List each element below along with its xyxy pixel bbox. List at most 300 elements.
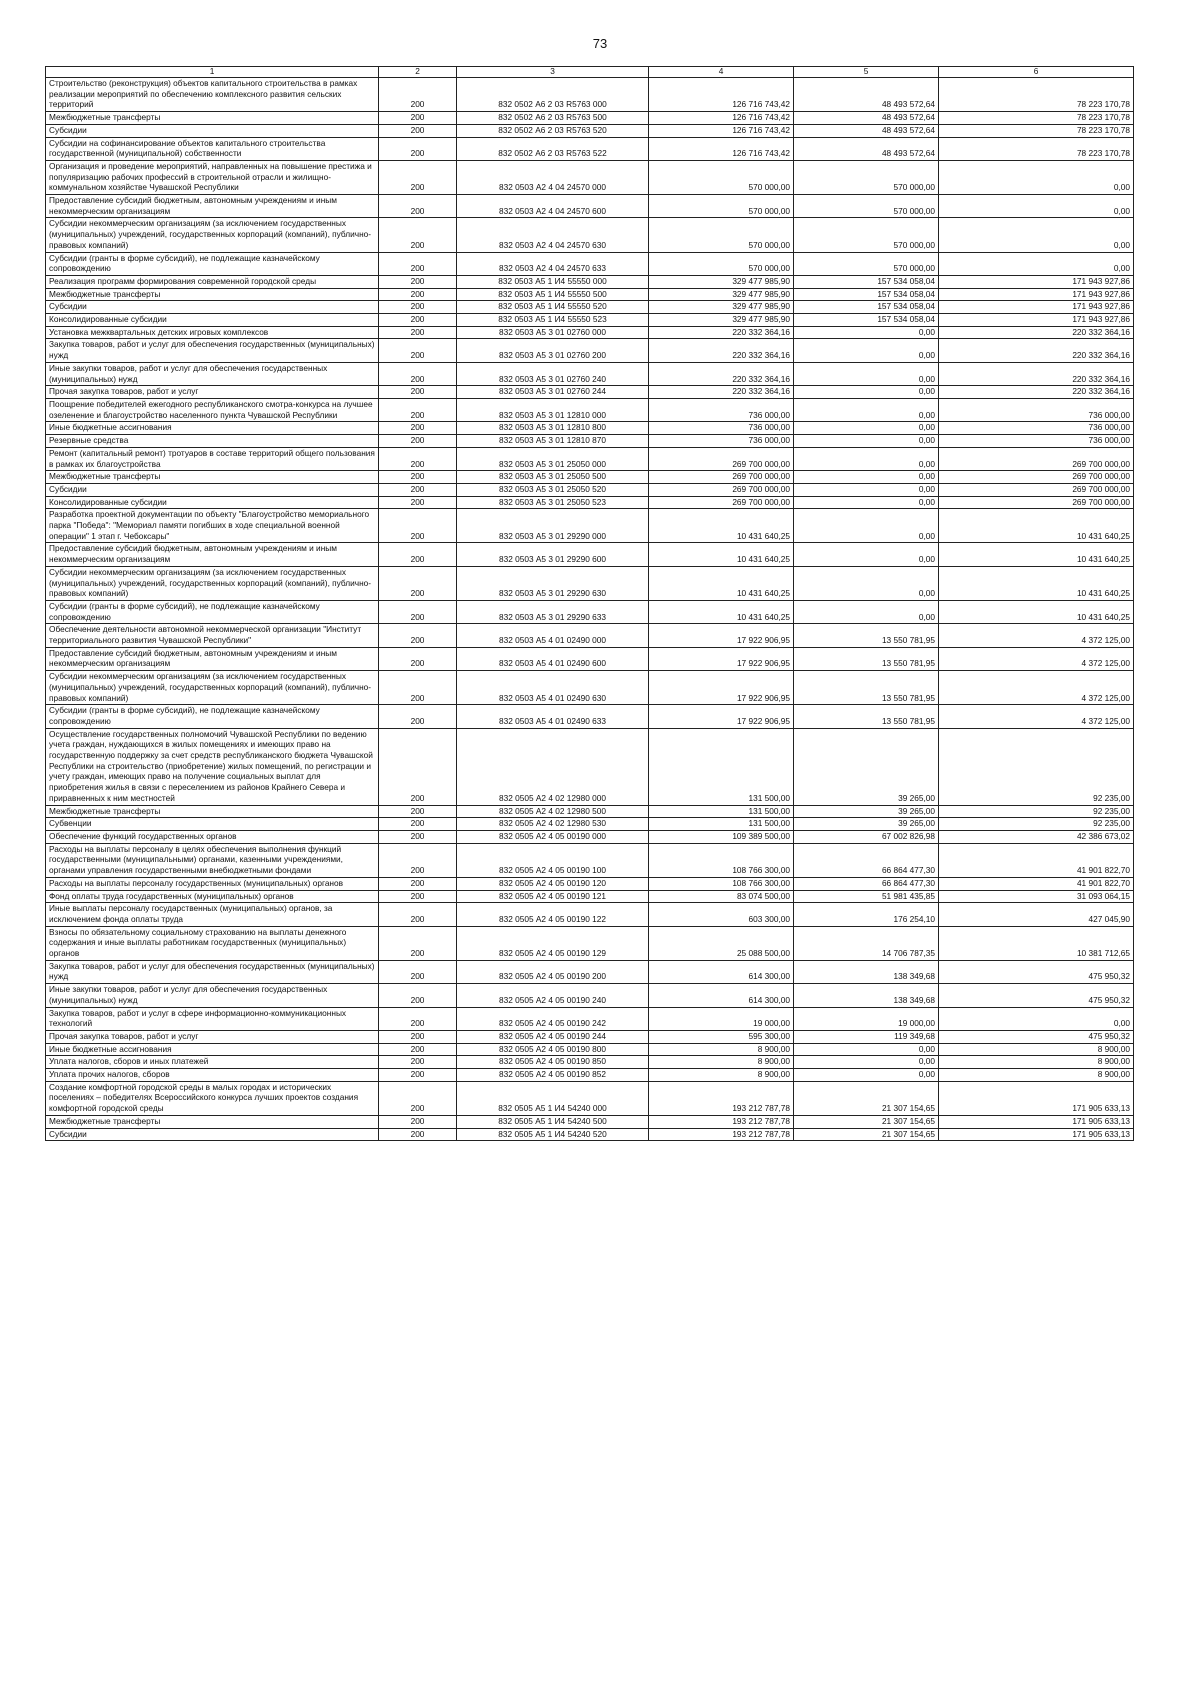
amount-col6-cell: 171 905 633,13 xyxy=(939,1128,1134,1141)
amount-col6-cell: 269 700 000,00 xyxy=(939,496,1134,509)
expense-item-name: Субсидии xyxy=(46,124,379,137)
amount-col4-cell: 131 500,00 xyxy=(649,805,794,818)
amount-col6-cell: 736 000,00 xyxy=(939,435,1134,448)
expense-item-name: Иные бюджетные ассигнования xyxy=(46,1043,379,1056)
table-row xyxy=(46,386,1134,399)
table-row xyxy=(46,671,1134,705)
amount-col4-cell: 109 389 500,00 xyxy=(649,831,794,844)
amount-col6-cell: 10 431 640,25 xyxy=(939,600,1134,623)
code-cell: 200 xyxy=(379,496,457,509)
code-cell: 200 xyxy=(379,600,457,623)
amount-col6-cell: 171 943 927,86 xyxy=(939,275,1134,288)
expense-item-name: Субсидии xyxy=(46,483,379,496)
amount-col4-cell: 126 716 743,42 xyxy=(649,124,794,137)
amount-col4-cell: 17 922 906,95 xyxy=(649,647,794,670)
amount-col4-cell: 17 922 906,95 xyxy=(649,671,794,705)
amount-col6-cell: 427 045,90 xyxy=(939,903,1134,926)
code-cell: 200 xyxy=(379,195,457,218)
column-header: 4 xyxy=(649,67,794,78)
classification-code-cell: 832 0503 А5 3 01 12810 000 xyxy=(457,398,649,421)
expense-item-name: Иные бюджетные ассигнования xyxy=(46,422,379,435)
expense-item-name: Осуществление государственных полномочий Чувашской Республики по ведению учета граждан, нуждающихся в жилых помещениях и имеющих право на государственную поддержку за счет средств республиканского бюджета Чувашской Республики на строительство (приобретение) жилых помещений, по регистрации и учету граждан, имеющих право на получение социальных выплат для приобретения жилья в связи с переселением из районов Крайнего Севера и приравненных к ним местностей xyxy=(46,728,379,805)
table-row xyxy=(46,1007,1134,1030)
amount-col5-cell: 138 349,68 xyxy=(794,960,939,983)
code-cell: 200 xyxy=(379,877,457,890)
expense-item-name: Межбюджетные трансферты xyxy=(46,805,379,818)
table-row xyxy=(46,339,1134,362)
amount-col5-cell: 0,00 xyxy=(794,326,939,339)
classification-code-cell: 832 0503 А5 3 01 02760 240 xyxy=(457,362,649,385)
classification-code-cell: 832 0505 А5 1 И4 54240 000 xyxy=(457,1081,649,1115)
classification-code-cell: 832 0505 А2 4 05 00190 000 xyxy=(457,831,649,844)
amount-col6-cell: 10 431 640,25 xyxy=(939,509,1134,543)
code-cell: 200 xyxy=(379,1007,457,1030)
amount-col6-cell: 8 900,00 xyxy=(939,1043,1134,1056)
classification-code-cell: 832 0503 А2 4 04 24570 630 xyxy=(457,218,649,252)
code-cell: 200 xyxy=(379,543,457,566)
expense-item-name: Реализация программ формирования современной городской среды xyxy=(46,275,379,288)
amount-col6-cell: 78 223 170,78 xyxy=(939,78,1134,112)
amount-col5-cell: 0,00 xyxy=(794,386,939,399)
table-row xyxy=(46,422,1134,435)
expense-item-name: Расходы на выплаты персоналу в целях обеспечения выполнения функций государственными (муниципальными) органами, казенными учреждениями, органами управления государственными внебюджетными фондами xyxy=(46,843,379,877)
amount-col4-cell: 269 700 000,00 xyxy=(649,471,794,484)
amount-col4-cell: 329 477 985,90 xyxy=(649,301,794,314)
table-header xyxy=(46,67,1134,78)
amount-col4-cell: 8 900,00 xyxy=(649,1069,794,1082)
amount-col5-cell: 119 349,68 xyxy=(794,1030,939,1043)
classification-code-cell: 832 0503 А5 3 01 25050 520 xyxy=(457,483,649,496)
table-row xyxy=(46,398,1134,421)
amount-col6-cell: 0,00 xyxy=(939,160,1134,194)
classification-code-cell: 832 0503 А5 3 01 29290 630 xyxy=(457,566,649,600)
classification-code-cell: 832 0505 А2 4 05 00190 240 xyxy=(457,984,649,1007)
expense-item-name: Ремонт (капитальный ремонт) тротуаров в составе территорий общего пользования в рамках их благоустройства xyxy=(46,447,379,470)
table-row xyxy=(46,275,1134,288)
page-number: 73 xyxy=(592,36,608,51)
code-cell: 200 xyxy=(379,1030,457,1043)
classification-code-cell: 832 0503 А5 3 01 29290 633 xyxy=(457,600,649,623)
amount-col4-cell: 329 477 985,90 xyxy=(649,288,794,301)
classification-code-cell: 832 0503 А2 4 04 24570 000 xyxy=(457,160,649,194)
code-cell: 200 xyxy=(379,447,457,470)
amount-col4-cell: 220 332 364,16 xyxy=(649,386,794,399)
classification-code-cell: 832 0503 А5 3 01 02760 000 xyxy=(457,326,649,339)
table-row xyxy=(46,566,1134,600)
amount-col4-cell: 269 700 000,00 xyxy=(649,447,794,470)
amount-col4-cell: 220 332 364,16 xyxy=(649,339,794,362)
classification-code-cell: 832 0503 А5 3 01 25050 523 xyxy=(457,496,649,509)
table-row xyxy=(46,78,1134,112)
expense-item-name: Предоставление субсидий бюджетным, автономным учреждениям и иным некоммерческим организациям xyxy=(46,543,379,566)
amount-col6-cell: 269 700 000,00 xyxy=(939,483,1134,496)
amount-col4-cell: 614 300,00 xyxy=(649,984,794,1007)
amount-col5-cell: 0,00 xyxy=(794,1043,939,1056)
amount-col6-cell: 4 372 125,00 xyxy=(939,624,1134,647)
amount-col6-cell: 220 332 364,16 xyxy=(939,362,1134,385)
table-row xyxy=(46,160,1134,194)
classification-code-cell: 832 0503 А5 3 01 29290 000 xyxy=(457,509,649,543)
classification-code-cell: 832 0502 А6 2 03 R5763 000 xyxy=(457,78,649,112)
amount-col4-cell: 126 716 743,42 xyxy=(649,137,794,160)
amount-col4-cell: 614 300,00 xyxy=(649,960,794,983)
expense-item-name: Межбюджетные трансферты xyxy=(46,471,379,484)
expense-item-name: Предоставление субсидий бюджетным, автономным учреждениям и иным некоммерческим организациям xyxy=(46,195,379,218)
code-cell: 200 xyxy=(379,624,457,647)
code-cell: 200 xyxy=(379,903,457,926)
amount-col5-cell: 0,00 xyxy=(794,509,939,543)
amount-col5-cell: 157 534 058,04 xyxy=(794,314,939,327)
code-cell: 200 xyxy=(379,398,457,421)
amount-col5-cell: 39 265,00 xyxy=(794,728,939,805)
amount-col5-cell: 0,00 xyxy=(794,471,939,484)
table-row xyxy=(46,843,1134,877)
classification-code-cell: 832 0505 А2 4 02 12980 000 xyxy=(457,728,649,805)
classification-code-cell: 832 0503 А5 1 И4 55550 523 xyxy=(457,314,649,327)
code-cell: 200 xyxy=(379,112,457,125)
amount-col4-cell: 570 000,00 xyxy=(649,195,794,218)
classification-code-cell: 832 0505 А2 4 05 00190 129 xyxy=(457,926,649,960)
amount-col6-cell: 171 943 927,86 xyxy=(939,314,1134,327)
code-cell: 200 xyxy=(379,984,457,1007)
amount-col4-cell: 131 500,00 xyxy=(649,728,794,805)
code-cell: 200 xyxy=(379,728,457,805)
classification-code-cell: 832 0505 А2 4 05 00190 200 xyxy=(457,960,649,983)
amount-col6-cell: 10 431 640,25 xyxy=(939,543,1134,566)
expense-item-name: Уплата налогов, сборов и иных платежей xyxy=(46,1056,379,1069)
classification-code-cell: 832 0505 А2 4 05 00190 244 xyxy=(457,1030,649,1043)
code-cell: 200 xyxy=(379,1043,457,1056)
expense-item-name: Установка межквартальных детских игровых комплексов xyxy=(46,326,379,339)
amount-col5-cell: 13 550 781,95 xyxy=(794,624,939,647)
amount-col5-cell: 0,00 xyxy=(794,543,939,566)
amount-col4-cell: 570 000,00 xyxy=(649,160,794,194)
table-row xyxy=(46,705,1134,728)
amount-col4-cell: 220 332 364,16 xyxy=(649,362,794,385)
amount-col6-cell: 8 900,00 xyxy=(939,1056,1134,1069)
amount-col5-cell: 39 265,00 xyxy=(794,805,939,818)
code-cell: 200 xyxy=(379,301,457,314)
table-row xyxy=(46,818,1134,831)
classification-code-cell: 832 0505 А5 1 И4 54240 500 xyxy=(457,1115,649,1128)
amount-col5-cell: 21 307 154,65 xyxy=(794,1081,939,1115)
table-row xyxy=(46,496,1134,509)
classification-code-cell: 832 0502 А6 2 03 R5763 500 xyxy=(457,112,649,125)
amount-col5-cell: 0,00 xyxy=(794,483,939,496)
amount-col6-cell: 0,00 xyxy=(939,195,1134,218)
expense-item-name: Обеспечение деятельности автономной некоммерческой организации "Институт территориального развития Чувашской Республики" xyxy=(46,624,379,647)
column-header: 6 xyxy=(939,67,1134,78)
amount-col6-cell: 31 093 064,15 xyxy=(939,890,1134,903)
expense-item-name: Иные выплаты персоналу государственных (муниципальных) органов, за исключением фонда оплаты труда xyxy=(46,903,379,926)
expense-item-name: Закупка товаров, работ и услуг для обеспечения государственных (муниципальных) нужд xyxy=(46,960,379,983)
amount-col6-cell: 42 386 673,02 xyxy=(939,831,1134,844)
code-cell: 200 xyxy=(379,818,457,831)
code-cell: 200 xyxy=(379,288,457,301)
code-cell: 200 xyxy=(379,435,457,448)
amount-col6-cell: 10 381 712,65 xyxy=(939,926,1134,960)
amount-col5-cell: 13 550 781,95 xyxy=(794,647,939,670)
amount-col5-cell: 157 534 058,04 xyxy=(794,288,939,301)
classification-code-cell: 832 0505 А2 4 02 12980 530 xyxy=(457,818,649,831)
amount-col5-cell: 21 307 154,65 xyxy=(794,1115,939,1128)
expense-item-name: Закупка товаров, работ и услуг в сфере информационно-коммуникационных технологий xyxy=(46,1007,379,1030)
budget-table xyxy=(45,66,1134,1141)
code-cell: 200 xyxy=(379,137,457,160)
table-row xyxy=(46,543,1134,566)
table-row xyxy=(46,805,1134,818)
amount-col5-cell: 19 000,00 xyxy=(794,1007,939,1030)
amount-col4-cell: 570 000,00 xyxy=(649,252,794,275)
expense-item-name: Прочая закупка товаров, работ и услуг xyxy=(46,386,379,399)
amount-col5-cell: 570 000,00 xyxy=(794,195,939,218)
table-row xyxy=(46,624,1134,647)
amount-col4-cell: 19 000,00 xyxy=(649,1007,794,1030)
classification-code-cell: 832 0503 А5 3 01 29290 600 xyxy=(457,543,649,566)
amount-col5-cell: 14 706 787,35 xyxy=(794,926,939,960)
amount-col6-cell: 475 950,32 xyxy=(939,1030,1134,1043)
code-cell: 200 xyxy=(379,471,457,484)
classification-code-cell: 832 0503 А5 3 01 25050 500 xyxy=(457,471,649,484)
expense-item-name: Обеспечение функций государственных органов xyxy=(46,831,379,844)
amount-col5-cell: 51 981 435,85 xyxy=(794,890,939,903)
amount-col5-cell: 570 000,00 xyxy=(794,252,939,275)
amount-col4-cell: 108 766 300,00 xyxy=(649,877,794,890)
expense-item-name: Прочая закупка товаров, работ и услуг xyxy=(46,1030,379,1043)
amount-col6-cell: 92 235,00 xyxy=(939,805,1134,818)
expense-item-name: Строительство (реконструкция) объектов капитального строительства в рамках реализации мероприятий по обеспечению комплексного развития сельских территорий xyxy=(46,78,379,112)
code-cell: 200 xyxy=(379,566,457,600)
amount-col5-cell: 48 493 572,64 xyxy=(794,137,939,160)
code-cell: 200 xyxy=(379,671,457,705)
amount-col6-cell: 269 700 000,00 xyxy=(939,447,1134,470)
classification-code-cell: 832 0503 А2 4 04 24570 600 xyxy=(457,195,649,218)
column-header: 3 xyxy=(457,67,649,78)
table-row xyxy=(46,1030,1134,1043)
table-row xyxy=(46,1043,1134,1056)
table-row xyxy=(46,984,1134,1007)
amount-col5-cell: 176 254,10 xyxy=(794,903,939,926)
code-cell: 200 xyxy=(379,218,457,252)
classification-code-cell: 832 0503 А5 3 01 02760 200 xyxy=(457,339,649,362)
code-cell: 200 xyxy=(379,647,457,670)
expense-item-name: Взносы по обязательному социальному страхованию на выплаты денежного содержания и иные выплаты работникам государственных (муниципальных) органов xyxy=(46,926,379,960)
amount-col5-cell: 0,00 xyxy=(794,496,939,509)
classification-code-cell: 832 0503 А5 4 01 02490 600 xyxy=(457,647,649,670)
amount-col4-cell: 220 332 364,16 xyxy=(649,326,794,339)
classification-code-cell: 832 0505 А2 4 05 00190 850 xyxy=(457,1056,649,1069)
table-row xyxy=(46,471,1134,484)
amount-col6-cell: 0,00 xyxy=(939,252,1134,275)
table-row xyxy=(46,960,1134,983)
expense-item-name: Предоставление субсидий бюджетным, автономным учреждениям и иным некоммерческим организациям xyxy=(46,647,379,670)
code-cell: 200 xyxy=(379,926,457,960)
amount-col4-cell: 193 212 787,78 xyxy=(649,1128,794,1141)
code-cell: 200 xyxy=(379,1081,457,1115)
amount-col5-cell: 67 002 826,98 xyxy=(794,831,939,844)
classification-code-cell: 832 0503 А5 3 01 12810 870 xyxy=(457,435,649,448)
expense-item-name: Консолидированные субсидии xyxy=(46,314,379,327)
amount-col6-cell: 92 235,00 xyxy=(939,818,1134,831)
table-row xyxy=(46,600,1134,623)
expense-item-name: Субсидии на софинансирование объектов капитального строительства государственной (муниципальной) собственности xyxy=(46,137,379,160)
amount-col5-cell: 48 493 572,64 xyxy=(794,124,939,137)
expense-item-name: Субвенции xyxy=(46,818,379,831)
amount-col5-cell: 48 493 572,64 xyxy=(794,78,939,112)
amount-col5-cell: 13 550 781,95 xyxy=(794,671,939,705)
code-cell: 200 xyxy=(379,160,457,194)
expense-item-name: Субсидии xyxy=(46,301,379,314)
expense-item-name: Субсидии некоммерческим организациям (за исключением государственных (муниципальных) учреждений, государственных корпораций (компаний), публично-правовых компаний) xyxy=(46,218,379,252)
amount-col4-cell: 736 000,00 xyxy=(649,435,794,448)
expense-item-name: Закупка товаров, работ и услуг для обеспечения государственных (муниципальных) нужд xyxy=(46,339,379,362)
amount-col5-cell: 138 349,68 xyxy=(794,984,939,1007)
table-row xyxy=(46,1081,1134,1115)
classification-code-cell: 832 0503 А5 3 01 02760 244 xyxy=(457,386,649,399)
table-row xyxy=(46,1128,1134,1141)
code-cell: 200 xyxy=(379,1056,457,1069)
amount-col5-cell: 0,00 xyxy=(794,362,939,385)
amount-col4-cell: 736 000,00 xyxy=(649,422,794,435)
amount-col5-cell: 13 550 781,95 xyxy=(794,705,939,728)
amount-col5-cell: 0,00 xyxy=(794,422,939,435)
code-cell: 200 xyxy=(379,78,457,112)
expense-item-name: Субсидии (гранты в форме субсидий), не подлежащие казначейскому сопровождению xyxy=(46,600,379,623)
amount-col5-cell: 157 534 058,04 xyxy=(794,275,939,288)
amount-col4-cell: 10 431 640,25 xyxy=(649,509,794,543)
expense-item-name: Межбюджетные трансферты xyxy=(46,112,379,125)
expense-item-name: Межбюджетные трансферты xyxy=(46,288,379,301)
classification-code-cell: 832 0503 А5 1 И4 55550 000 xyxy=(457,275,649,288)
table-row xyxy=(46,926,1134,960)
table-row xyxy=(46,447,1134,470)
amount-col4-cell: 25 088 500,00 xyxy=(649,926,794,960)
table-row xyxy=(46,124,1134,137)
amount-col6-cell: 41 901 822,70 xyxy=(939,843,1134,877)
table-row xyxy=(46,1115,1134,1128)
table-row xyxy=(46,252,1134,275)
amount-col4-cell: 83 074 500,00 xyxy=(649,890,794,903)
amount-col4-cell: 10 431 640,25 xyxy=(649,600,794,623)
classification-code-cell: 832 0505 А2 4 05 00190 242 xyxy=(457,1007,649,1030)
classification-code-cell: 832 0505 А2 4 02 12980 500 xyxy=(457,805,649,818)
code-cell: 200 xyxy=(379,705,457,728)
amount-col4-cell: 126 716 743,42 xyxy=(649,78,794,112)
amount-col5-cell: 0,00 xyxy=(794,398,939,421)
expense-item-name: Поощрение победителей ежегодного республиканского смотра-конкурса на лучшее озеленение и благоустройство населенного пункта Чувашской Республики xyxy=(46,398,379,421)
expense-item-name: Субсидии xyxy=(46,1128,379,1141)
amount-col6-cell: 78 223 170,78 xyxy=(939,137,1134,160)
amount-col4-cell: 570 000,00 xyxy=(649,218,794,252)
classification-code-cell: 832 0503 А2 4 04 24570 633 xyxy=(457,252,649,275)
amount-col6-cell: 4 372 125,00 xyxy=(939,647,1134,670)
amount-col4-cell: 10 431 640,25 xyxy=(649,543,794,566)
classification-code-cell: 832 0505 А2 4 05 00190 122 xyxy=(457,903,649,926)
expense-item-name: Организация и проведение мероприятий, направленных на повышение престижа и популяризацию рабочих профессий в строительной отрасли и жилищно-коммунальном хозяйстве Чувашской Республики xyxy=(46,160,379,194)
table-row xyxy=(46,890,1134,903)
amount-col5-cell: 0,00 xyxy=(794,447,939,470)
amount-col4-cell: 595 300,00 xyxy=(649,1030,794,1043)
classification-code-cell: 832 0503 А5 4 01 02490 630 xyxy=(457,671,649,705)
expense-item-name: Резервные средства xyxy=(46,435,379,448)
amount-col4-cell: 603 300,00 xyxy=(649,903,794,926)
table-row xyxy=(46,831,1134,844)
classification-code-cell: 832 0503 А5 1 И4 55550 520 xyxy=(457,301,649,314)
column-header: 1 xyxy=(46,67,379,78)
code-cell: 200 xyxy=(379,362,457,385)
code-cell: 200 xyxy=(379,960,457,983)
table-row xyxy=(46,728,1134,805)
amount-col6-cell: 10 431 640,25 xyxy=(939,566,1134,600)
amount-col5-cell: 0,00 xyxy=(794,435,939,448)
amount-col5-cell: 48 493 572,64 xyxy=(794,112,939,125)
amount-col5-cell: 21 307 154,65 xyxy=(794,1128,939,1141)
expense-item-name: Межбюджетные трансферты xyxy=(46,1115,379,1128)
classification-code-cell: 832 0503 А5 4 01 02490 000 xyxy=(457,624,649,647)
amount-col6-cell: 475 950,32 xyxy=(939,984,1134,1007)
code-cell: 200 xyxy=(379,252,457,275)
amount-col4-cell: 8 900,00 xyxy=(649,1043,794,1056)
table-row xyxy=(46,435,1134,448)
amount-col5-cell: 570 000,00 xyxy=(794,160,939,194)
table-row xyxy=(46,483,1134,496)
table-row xyxy=(46,137,1134,160)
amount-col6-cell: 4 372 125,00 xyxy=(939,671,1134,705)
amount-col5-cell: 66 864 477,30 xyxy=(794,877,939,890)
expense-item-name: Иные закупки товаров, работ и услуг для обеспечения государственных (муниципальных) нужд xyxy=(46,984,379,1007)
amount-col4-cell: 8 900,00 xyxy=(649,1056,794,1069)
amount-col6-cell: 736 000,00 xyxy=(939,422,1134,435)
amount-col4-cell: 269 700 000,00 xyxy=(649,496,794,509)
expense-item-name: Фонд оплаты труда государственных (муниципальных) органов xyxy=(46,890,379,903)
amount-col5-cell: 0,00 xyxy=(794,339,939,362)
classification-code-cell: 832 0505 А2 4 05 00190 800 xyxy=(457,1043,649,1056)
code-cell: 200 xyxy=(379,275,457,288)
amount-col6-cell: 171 905 633,13 xyxy=(939,1081,1134,1115)
table-row xyxy=(46,647,1134,670)
amount-col6-cell: 8 900,00 xyxy=(939,1069,1134,1082)
amount-col6-cell: 220 332 364,16 xyxy=(939,326,1134,339)
amount-col5-cell: 0,00 xyxy=(794,566,939,600)
classification-code-cell: 832 0505 А2 4 05 00190 121 xyxy=(457,890,649,903)
code-cell: 200 xyxy=(379,339,457,362)
column-header: 2 xyxy=(379,67,457,78)
code-cell: 200 xyxy=(379,314,457,327)
code-cell: 200 xyxy=(379,805,457,818)
amount-col6-cell: 78 223 170,78 xyxy=(939,112,1134,125)
code-cell: 200 xyxy=(379,483,457,496)
amount-col4-cell: 17 922 906,95 xyxy=(649,624,794,647)
column-numbers-row xyxy=(46,67,1134,78)
amount-col4-cell: 329 477 985,90 xyxy=(649,275,794,288)
classification-code-cell: 832 0503 А5 3 01 25050 000 xyxy=(457,447,649,470)
classification-code-cell: 832 0503 А5 3 01 12810 800 xyxy=(457,422,649,435)
amount-col6-cell: 78 223 170,78 xyxy=(939,124,1134,137)
amount-col6-cell: 4 372 125,00 xyxy=(939,705,1134,728)
expense-item-name: Разработка проектной документации по объекту "Благоустройство мемориального парка "Победа": "Мемориал памяти погибших в ходе специальной военной операции" 1 этап г. Чебоксары" xyxy=(46,509,379,543)
expense-item-name: Субсидии некоммерческим организациям (за исключением государственных (муниципальных) учреждений, государственных корпораций (компаний), публично-правовых компаний) xyxy=(46,671,379,705)
table-row xyxy=(46,326,1134,339)
expense-item-name: Субсидии некоммерческим организациям (за исключением государственных (муниципальных) учреждений, государственных корпораций (компаний), публично-правовых компаний) xyxy=(46,566,379,600)
code-cell: 200 xyxy=(379,509,457,543)
classification-code-cell: 832 0502 А6 2 03 R5763 522 xyxy=(457,137,649,160)
amount-col6-cell: 736 000,00 xyxy=(939,398,1134,421)
amount-col6-cell: 92 235,00 xyxy=(939,728,1134,805)
column-header: 5 xyxy=(794,67,939,78)
table-row xyxy=(46,1056,1134,1069)
table-body xyxy=(46,78,1134,1141)
table-row xyxy=(46,903,1134,926)
